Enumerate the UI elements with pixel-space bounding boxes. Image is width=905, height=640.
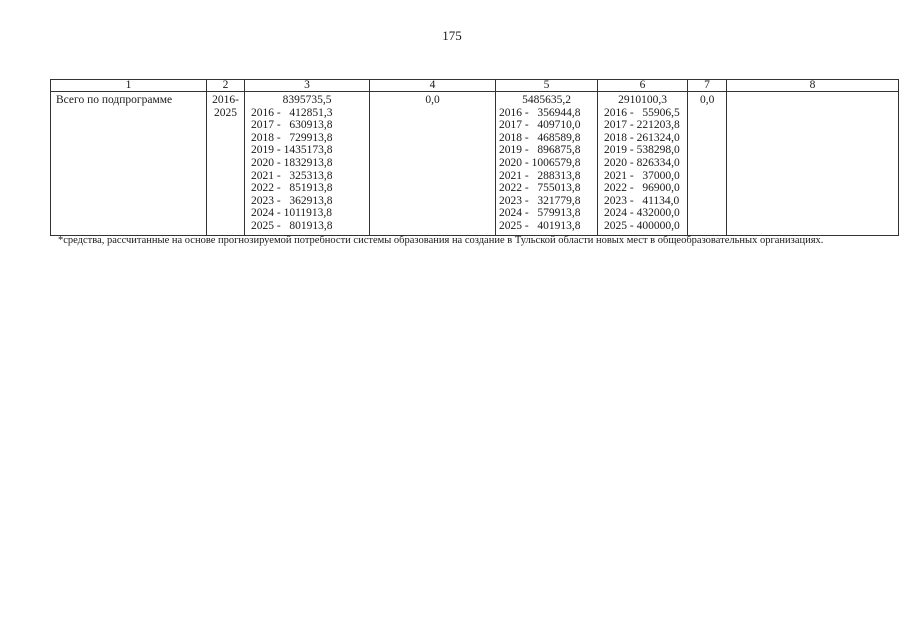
col5-year: 2017 - 409710,0 bbox=[499, 119, 581, 132]
col6-year: 2019 - 538298,0 bbox=[604, 144, 680, 157]
col5-cell bbox=[496, 92, 598, 236]
col5-year: 2022 - 755013,8 bbox=[499, 182, 581, 195]
col5-year: 2025 - 401913,8 bbox=[499, 219, 581, 232]
col6-year: 2025 - 400000,0 bbox=[604, 219, 680, 232]
col4-cell bbox=[370, 92, 496, 236]
col6-total: 2910100,3 bbox=[618, 94, 667, 106]
col8-cell bbox=[727, 92, 899, 236]
subprogram-table bbox=[50, 79, 899, 236]
col6-year: 2016 - 55906,5 bbox=[604, 106, 680, 119]
header-col-8: 8 bbox=[727, 80, 899, 92]
header-col-3: 3 bbox=[245, 80, 370, 92]
col3-year: 2024 - 1011913,8 bbox=[251, 207, 333, 220]
col3-year: 2019 - 1435173,8 bbox=[251, 144, 333, 157]
col3-year: 2020 - 1832913,8 bbox=[251, 156, 333, 169]
col5-year: 2024 - 579913,8 bbox=[499, 207, 581, 220]
col7-value: 0,0 bbox=[700, 94, 715, 106]
header-col-2: 2 bbox=[207, 80, 245, 92]
col3-cell bbox=[245, 92, 370, 236]
col3-year: 2022 - 851913,8 bbox=[251, 182, 333, 195]
col7-cell bbox=[688, 92, 727, 236]
header-col-5: 5 bbox=[496, 80, 598, 92]
header-col-6: 6 bbox=[598, 80, 688, 92]
row-name-cell bbox=[51, 92, 207, 236]
col6-year: 2020 - 826334,0 bbox=[604, 156, 680, 169]
row-name: Всего по подпрограмме bbox=[56, 94, 173, 106]
col5-year: 2019 - 896875,8 bbox=[499, 144, 581, 157]
col8-value bbox=[727, 92, 898, 96]
col6-year: 2024 - 432000,0 bbox=[604, 207, 680, 220]
header-col-7: 7 bbox=[688, 80, 727, 92]
page-number: 175 bbox=[442, 28, 462, 43]
col5-year: 2023 - 321779,8 bbox=[499, 194, 581, 207]
col3-total: 8395735,5 bbox=[282, 94, 332, 106]
table-row bbox=[51, 92, 899, 236]
col4-value: 0,0 bbox=[425, 94, 440, 106]
table-header-row bbox=[51, 80, 899, 92]
col6-year: 2022 - 96900,0 bbox=[604, 182, 680, 195]
col6-year: 2021 - 37000,0 bbox=[604, 169, 680, 182]
period-start: 2016- bbox=[212, 94, 239, 106]
col3-year: 2025 - 801913,8 bbox=[251, 219, 333, 232]
col3-year: 2021 - 325313,8 bbox=[251, 169, 333, 182]
col3-year: 2018 - 729913,8 bbox=[251, 131, 333, 144]
col6-year: 2017 - 221203,8 bbox=[604, 119, 680, 132]
col5-year: 2020 - 1006579,8 bbox=[499, 156, 581, 169]
col6-year: 2018 - 261324,0 bbox=[604, 131, 680, 144]
header-col-4: 4 bbox=[370, 80, 496, 92]
col3-year: 2017 - 630913,8 bbox=[251, 119, 333, 132]
col5-year: 2016 - 356944,8 bbox=[499, 106, 581, 119]
col3-year: 2016 - 412851,3 bbox=[251, 106, 333, 119]
footnote: *средства, рассчитанные на основе прогнозируемой потребности системы образования на создание в Тульской области новых мест в общеобразовательных организациях. bbox=[58, 235, 824, 246]
header-col-1: 1 bbox=[51, 80, 207, 92]
col5-year: 2021 - 288313,8 bbox=[499, 169, 581, 182]
period-end: 2025 bbox=[214, 106, 237, 119]
period-cell bbox=[207, 92, 245, 236]
col3-year: 2023 - 362913,8 bbox=[251, 194, 333, 207]
col6-year: 2023 - 41134,0 bbox=[604, 194, 680, 207]
col6-cell bbox=[598, 92, 688, 236]
col5-year: 2018 - 468589,8 bbox=[499, 131, 581, 144]
col5-total: 5485635,2 bbox=[522, 94, 571, 106]
